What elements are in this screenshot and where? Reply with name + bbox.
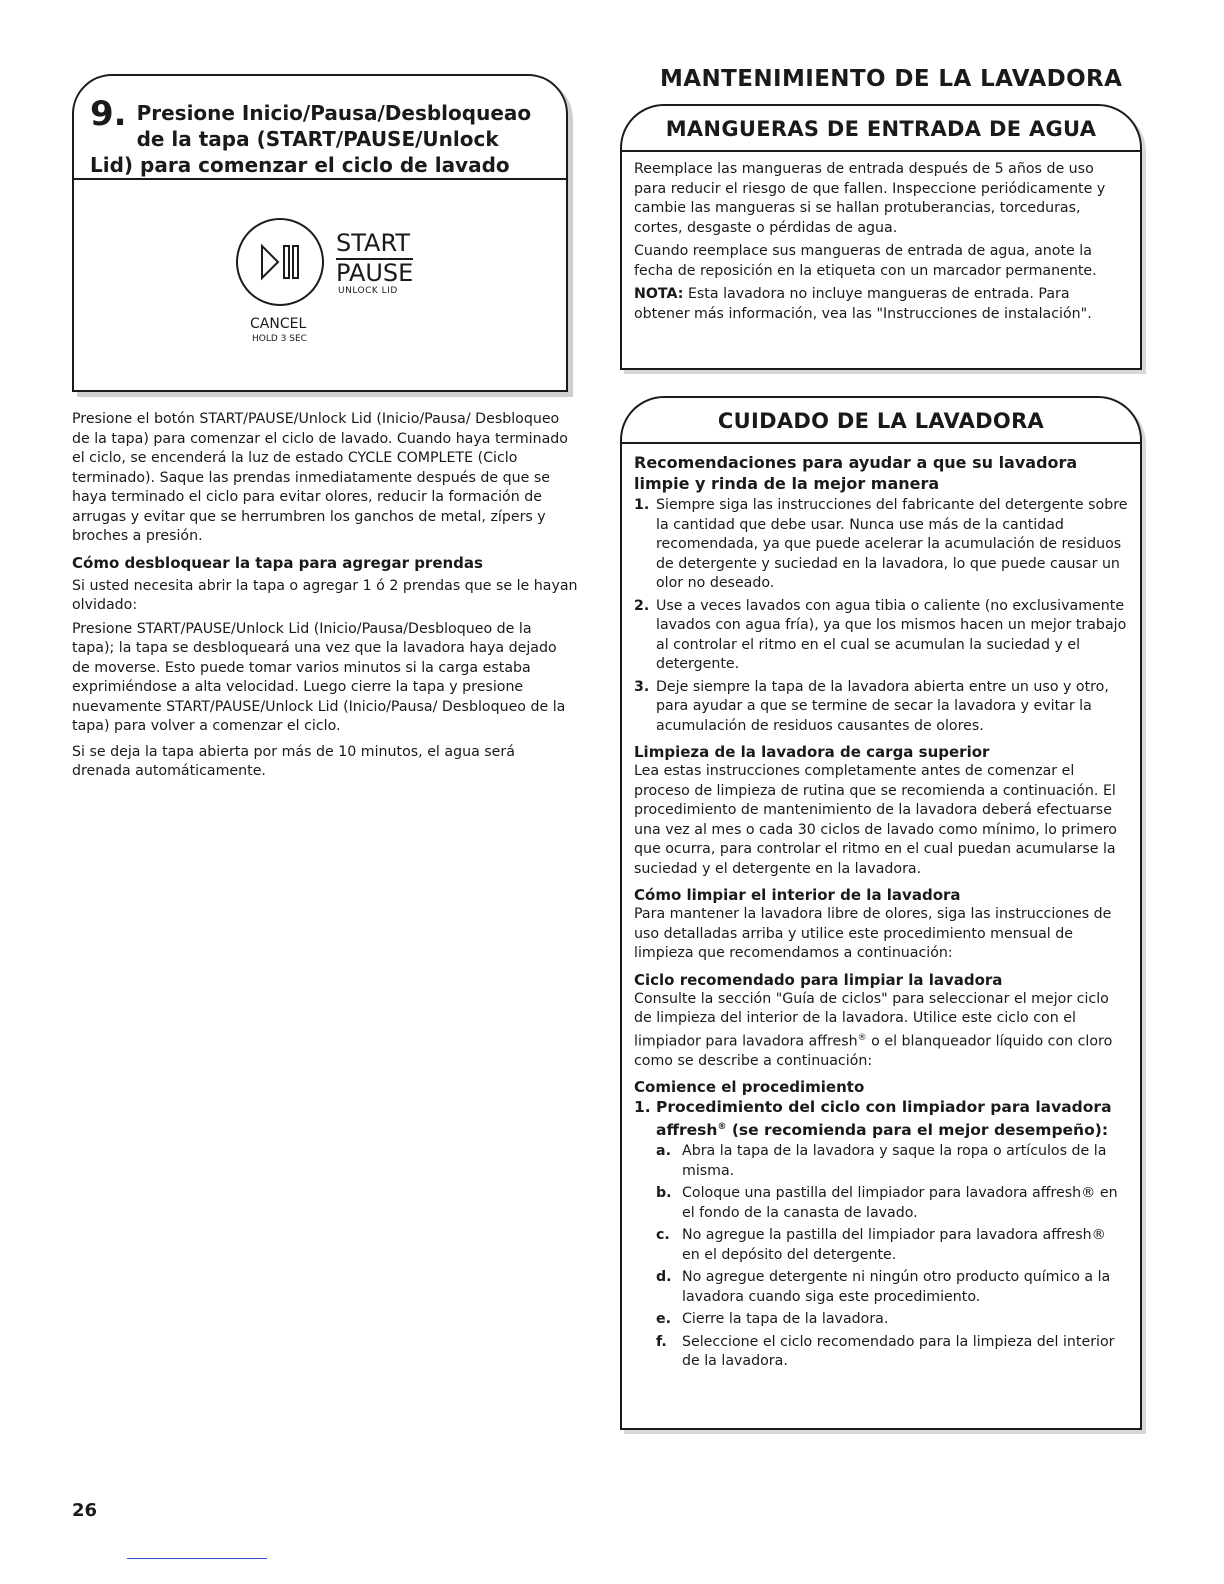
step-number: 9. xyxy=(90,94,127,134)
recommended-cycle-heading: Ciclo recomendado para limpiar la lavadora xyxy=(634,970,1003,989)
list-item: a. Abra la tapa de la lavadora y saque la ropa o artículos de la misma. xyxy=(656,1143,1107,1179)
unlock-paragraph-1: Si usted necesita abrir la tapa o agregar 1 ó 2 prendas que se le hayan olvidado: xyxy=(72,577,578,613)
footer-divider xyxy=(127,1558,267,1559)
top-load-cleaning-paragraph: Lea estas instrucciones completamente antes de comenzar el proceso de limpieza de rutina que se recomienda a continuación. El procedimiento de mantenimiento de la lavadora deberá efectuarse una vez al mes o cada 30 ciclos de lavado como mínimo, lo primero que ocurra, para controlar el ritmo en el cual puedan acumularse la suciedad y el detergente en la lavadora. xyxy=(634,763,1117,877)
recommendations-list xyxy=(634,496,1128,736)
list-item: c. No agregue la pastilla del limpiador para lavadora affresh® en el depósito del detergente. xyxy=(656,1227,1106,1263)
hoses-paragraph-2: Cuando reemplace sus mangueras de entrada de agua, anote la fecha de reposición en la etiqueta con un marcador permanente. xyxy=(634,243,1097,279)
start-pause-button-illustration xyxy=(236,218,324,306)
start-procedure-heading: Comience el procedimiento xyxy=(634,1078,865,1097)
unlock-heading: Cómo desbloquear la tapa para agregar prendas xyxy=(72,553,483,572)
start-label: START xyxy=(336,229,411,257)
list-item: e. Cierre la tapa de la lavadora. xyxy=(656,1311,889,1328)
step-9-panel xyxy=(72,74,568,392)
unlock-lid-label: UNLOCK LID xyxy=(338,286,398,296)
interior-cleaning-heading: Cómo limpiar el interior de la lavadora xyxy=(634,886,961,904)
left-column xyxy=(72,410,578,782)
step-title: Presione Inicio/Pausa/Desbloqueao de la tapa (START/PAUSE/Unlock Lid) para comenzar el ciclo de lavado xyxy=(90,101,532,177)
note-label: NOTA: xyxy=(634,286,684,302)
step-header xyxy=(74,76,566,180)
recommendations-heading: Recomendaciones para ayudar a que su lavadora limpie y rinda de la mejor manera xyxy=(634,453,1078,493)
hoses-paragraph-1: Reemplace las mangueras de entrada después de 5 años de uso para reducir el riesgo de que fallen. Inspeccione periódicamente y cambie las mangueras si se hallan protuberancias, torceduras, cortes, desgaste o pérdidas de agua. xyxy=(634,161,1106,236)
hoses-section xyxy=(620,104,1142,370)
unlock-paragraph-2: Presione START/PAUSE/Unlock Lid (Inicio/Pausa/Desbloqueo de la tapa); la tapa se desbloqueará una vez que la lavadora haya dejado de moverse. Esto puede tomar varios minutos si la carga estaba exprimiéndose a alta velocidad. Luego cierre la tapa y presione nuevamente START/PAUSE/Unlock Lid (Inicio/Pausa/ Desbloqueo de la tapa) para volver a comenzar el ciclo. xyxy=(72,620,566,734)
care-body xyxy=(622,444,1140,1372)
recommended-cycle-paragraph: Consulte la sección "Guía de ciclos" para seleccionar el mejor ciclo de limpieza del interior de la lavadora. Utilice este ciclo con el limpiador para lavadora affresh® o el blanqueador líquido con cloro como se describe a continuación: xyxy=(634,990,1113,1069)
cancel-label: CANCEL xyxy=(250,316,307,332)
page-title: MANTENIMIENTO DE LA LAVADORA xyxy=(660,66,1123,92)
list-item: f. Seleccione el ciclo recomendado para la limpieza del interior de la lavadora. xyxy=(656,1333,1115,1370)
intro-paragraph: Presione el botón START/PAUSE/Unlock Lid (Inicio/Pausa/ Desbloqueo de la tapa) para comenzar el ciclo de lavado. Cuando haya terminado el ciclo, se encenderá la luz de estado CYCLE COMPLETE (Ciclo terminado). Saque las prendas inmediatamente después de que se haya terminado el ciclo para evitar olores, reducir la formación de arrugas y evitar que se herrumbren los ganchos de metal, zípers y broches a presión. xyxy=(72,411,568,544)
page-number: 26 xyxy=(72,1500,98,1521)
procedure-steps xyxy=(634,1142,1128,1372)
list-item: d. No agregue detergente ni ningún otro producto químico a la lavadora cuando siga este procedimiento. xyxy=(656,1269,1111,1305)
interior-cleaning-paragraph: Para mantener la lavadora libre de olores, siga las instrucciones de uso detalladas arriba y utilice este procedimiento mensual de limpieza que recomendamos a continuación: xyxy=(634,906,1112,961)
hoses-body xyxy=(622,152,1140,324)
list-item: 1. Siempre siga las instrucciones del fabricante del detergente sobre la cantidad que debe usar. Nunca use más de la cantidad recomendada, ya que puede acelerar la acumulación de residuos de detergente y suciedad en la lavadora, lo que puede causar un olor no deseado. xyxy=(634,497,1128,591)
top-load-cleaning-heading: Limpieza de la lavadora de carga superior xyxy=(634,743,990,761)
hoses-note xyxy=(634,285,1128,324)
drain-paragraph: Si se deja la tapa abierta por más de 10 minutos, el agua será drenada automáticamente. xyxy=(72,743,515,779)
list-item: b. Coloque una pastilla del limpiador para lavadora affresh® en el fondo de la canasta de lavado. xyxy=(656,1185,1118,1221)
care-section xyxy=(620,396,1142,1430)
procedure-title: 1. Procedimiento del ciclo con limpiador para lavadora affresh® (se recomienda para el mejor desempeño): xyxy=(634,1098,1112,1140)
list-item: 3. Deje siempre la tapa de la lavadora abierta entre un uso y otro, para ayudar a que se termine de secar la lavadora y evitar la acumulación de residuos causantes de olores. xyxy=(634,678,1109,734)
note-text: Esta lavadora no incluye mangueras de entrada. Para obtener más información, vea las "Instrucciones de instalación". xyxy=(634,286,1092,322)
pause-label: PAUSE xyxy=(336,259,414,287)
play-pause-icon xyxy=(238,220,322,304)
list-item: 2. Use a veces lavados con agua tibia o caliente (no exclusivamente lavados con agua fría), ya que los mismos hacen un mejor trabajo al controlar el ritmo en el cual se acumulan la suciedad y el detergente. xyxy=(634,597,1127,672)
hoses-heading: MANGUERAS DE ENTRADA DE AGUA xyxy=(622,106,1140,152)
hold-label: HOLD 3 SEC xyxy=(252,334,307,344)
care-heading: CUIDADO DE LA LAVADORA xyxy=(622,398,1140,444)
